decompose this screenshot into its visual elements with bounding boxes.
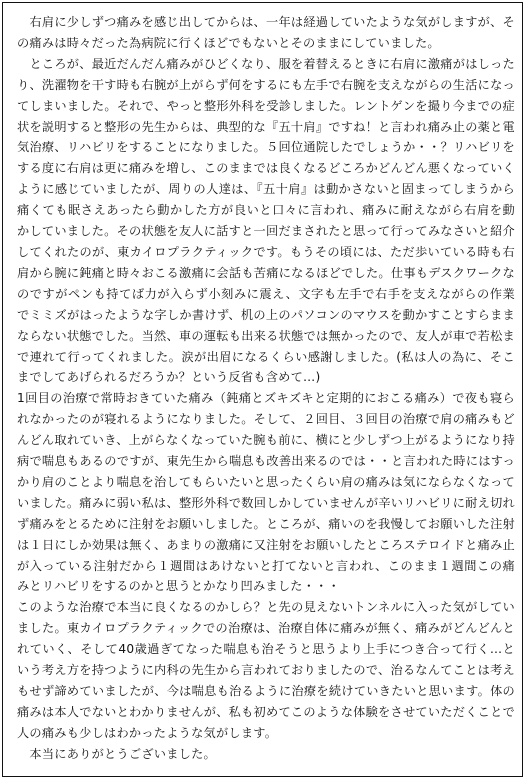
paragraph-onset: 右肩に少しずつ痛みを感じ出してからは、一年は経過していたような気がしますが、その痛みは時々だった為病院に行くほどでもないとそのままにしていました。 xyxy=(17,15,515,50)
document-frame xyxy=(2,2,523,777)
paragraph-reflection: このような治療で本当に良くなるのかしら？と先の見えないトンネルに入った気がしていました。東カイロプラクティックでの治療は、治療自体に痛みが無く、痛みがどんどんとれていく、そして40歳過ぎてなった喘息も治そうと思うより上手につき合って行く…という考え方を持つように内科の先生から言われておりましたので、治るなんてことは考えもせず諦めていましたが、今は喘息も治るように治療を続けていきたいと思います。体の痛みは本人でないとわかりませんが、私も初めてこのような体験をさせていただくことで人の痛みも少しはわかったような気がします。 xyxy=(17,600,515,740)
testimonial-text xyxy=(17,12,515,765)
paragraph-treatment: 1回目の治療で常時おきていた痛み（鈍痛とズキズキと定期的におこる痛み）で夜も寝られなかったのが寝れるようになりました。そして、２回目、３回目の治療で肩の痛みもどんどん取れていき、上がらなくなっていた腕も前に、横にと少しずつ上がるようになり持病で喘息もあるのですが、東先生から喘息も改善出来るのでは・・と言われた時にはすっかり肩のことより喘息を治してもらいたいと思ったくらい肩の痛みは気にならなくなっていました。痛みに弱い私は、整形外科で数回しかしていませんが辛いリハビリに耐え切れず痛みをとるために注射をお願いしました。ところが、痛いのを我慢してお願いした注射は１日にしか効果は無く、あまりの激痛に又注射をお願いしたところステロイドと痛み止が入っている注射だから１週間はあけないと打てないと言われ、このまま１週間この痛みとリハビリをするのかと思うとかなり凹みました・・・ xyxy=(17,391,515,594)
paragraph-thanks: 本当にありがとうございました。 xyxy=(17,746,216,761)
paragraph-worsening: ところが、最近だんだん痛みがひどくなり、服を着替えるときに右肩に激痛がはしったり、洗濯物を干す時も右腕が上がらず何をするにも左手で右腕を支えながらの生活になってしまいました。それで、やっと整形外科を受診しました。レントゲンを撮り今までの症状を説明すると整形の先生からは、典型的な『五十肩』ですね！と言われ痛み止の薬と電気治療、リハビリをすることになりました。５回位通院したでしょうか・・？リハビリをする度に右肩は更に痛みを増し、このままでは良くなるどころかどんどん悪くなっていくように感じていましたが、周りの人達は、『五十肩』は動かさないと固まってしまうから痛くても眠さえあったら動かした方が良いと口々に言われ、痛みに耐えながら右肩を動かしていました。その状態を友人に話すと一回だまされたと思って行ってみなさいと紹介してくれたのが、東カイロプラクティックです。もうその頃には、ただ歩いている時も右肩から腕に鈍痛と時々おこる激痛に会話も苦痛になるほどでした。仕事もデスクワークなのですがペンも持てば力が入らず小刻みに震え、文字も左手で右手を支えながらの作業でミミズがはったような字しか書けず、机の上のパソコンのマウスを動かすことすらままならない状態でした。当然、車の運転も出来る状態では無かったので、友人が車で若松まで連れて行ってくれました。涙が出眉になるくらい感謝しました。(私は人の為に、そこまでしてあげられるだろうか？という反省も含めて…) xyxy=(17,56,515,385)
